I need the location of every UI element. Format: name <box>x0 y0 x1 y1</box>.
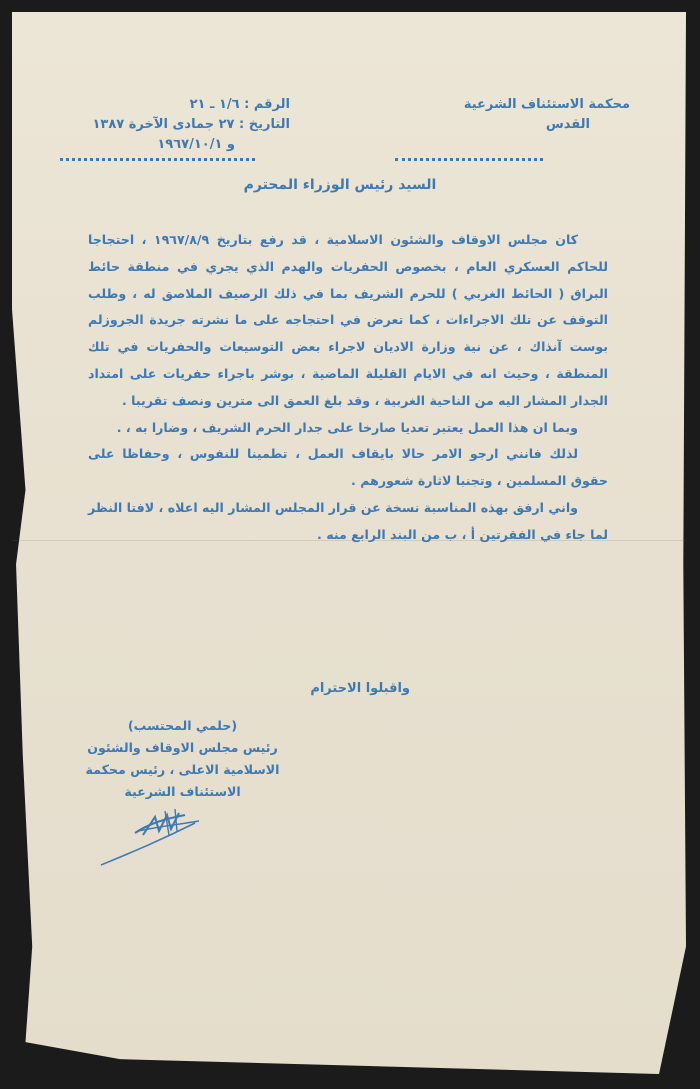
body-paragraph: كان مجلس الاوقاف والشئون الاسلامية ، قد رفع بتاريخ ١٩٦٧/٨/٩ ، احتجاجا للحاكم العسكري العام ، بخصوص الحفريات والهدم الذي يجري في منطقة حائط البراق ( الحائط الغربي ) للحرم الشريف بما في ذلك الرصيف الملاصق له ، وطلب التوقف عن تلك الاجراءات ، كما تعرض في احتجاجه على ما نشرته جريدة الجروزلم بوست آنذاك ، عن نية وزارة الاديان لاجراء بعض التوسيعات والحفريات في تلك المنطقة ، وحيث انه في الايام القليلة الماضية ، بوشر باجراء حفريات على امتداد الجدار المشار اليه من الناحية الغربية ، وقد بلغ العمق الى مترين ونصف تقريبا . <box>88 232 608 408</box>
body-paragraph: وبما ان هذا العمل يعتبر تعديا صارخا على جدار الحرم الشريف ، وضارا به ، . <box>116 419 578 435</box>
reference-number: الرقم : ١/٦ ـ ٢١ <box>189 97 290 112</box>
signatory-title-2: الاسلامية الاعلى ، رئيس محكمة <box>85 762 280 777</box>
letterhead <box>430 95 630 135</box>
reference-date-gregorian: و ١٩٦٧/١٠/١ <box>157 137 235 152</box>
left-divider-dashes <box>60 158 255 161</box>
addressee-line: السيد رئيس الوزراء المحترم <box>243 177 437 193</box>
reference-block <box>60 95 290 155</box>
court-name: محكمة الاستئناف الشرعية <box>463 97 630 112</box>
court-city: القدس <box>545 117 590 132</box>
signatory-title-3: الاستئناف الشرعية <box>124 784 241 799</box>
body-paragraph: واني ارفق بهذه المناسبة نسخة عن قرار المجلس المشار اليه اعلاه ، لافتا النظر لما جاء في الفقرتين أ ، ب من البند الرابع منه . <box>88 499 608 542</box>
signatory-name: (حلمي المحتسب) <box>127 718 238 733</box>
right-divider-dashes <box>395 158 543 161</box>
letter-body <box>88 227 608 549</box>
body-paragraph: لذلك فانني ارجو الامر حالا بايقاف العمل ، تطمينا للنفوس ، وحفاظا على حقوق المسلمين ، وتجنبا لاثارة شعورهم . <box>88 446 608 489</box>
closing-line: واقبلوا الاحترام <box>310 681 410 696</box>
reference-date-hijri: التاريخ : ٢٧ جمادى الآخرة ١٣٨٧ <box>92 117 290 132</box>
handwritten-signature <box>95 805 215 875</box>
signature-block <box>70 715 295 803</box>
signatory-title-1: رئيس مجلس الاوقاف والشئون <box>87 740 278 755</box>
